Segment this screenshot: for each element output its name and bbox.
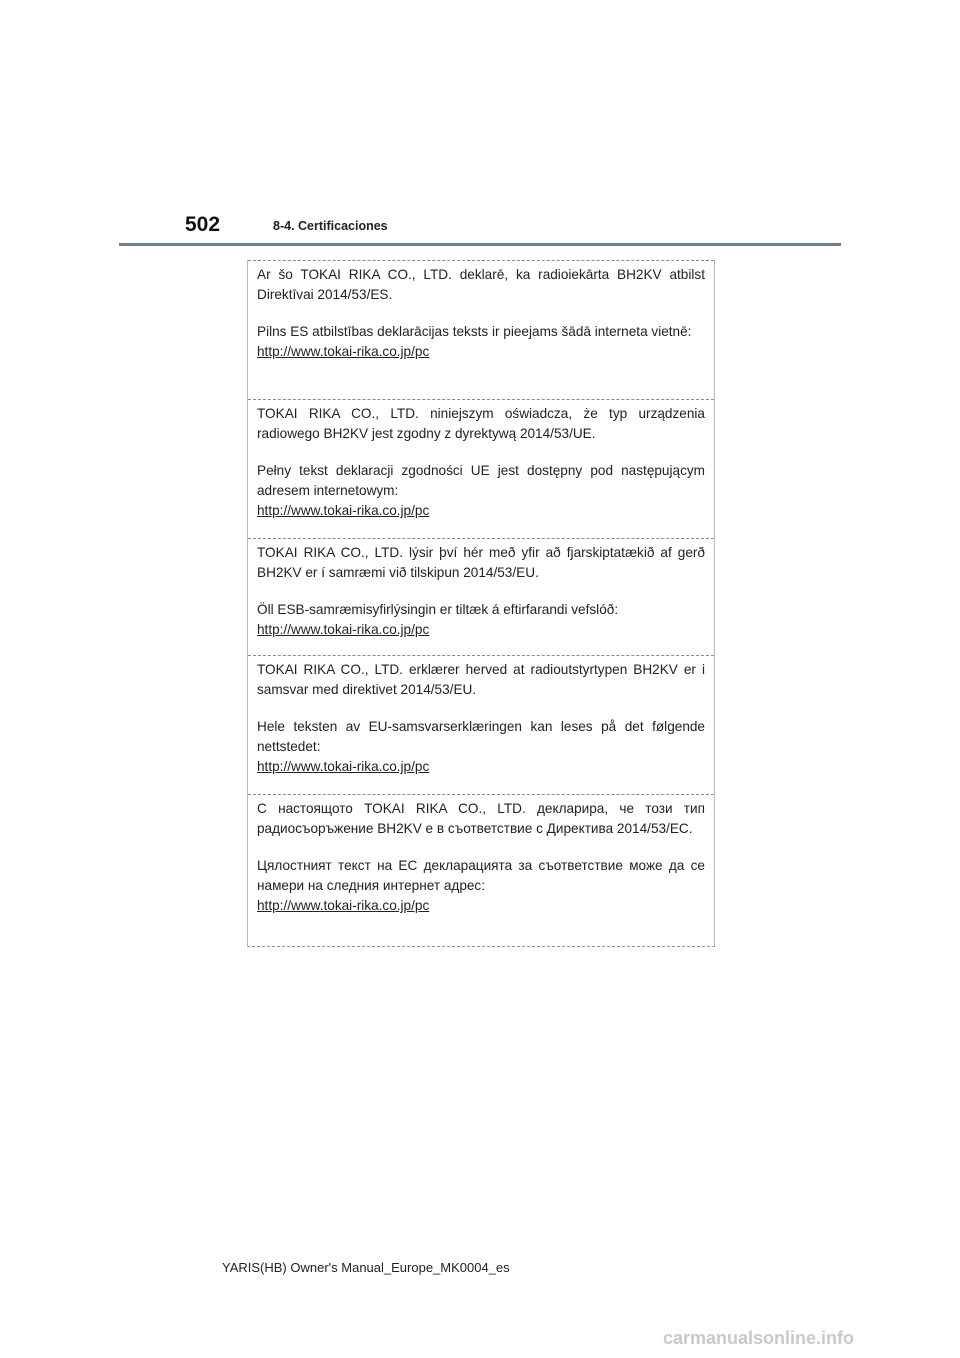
cert-section-polish (248, 399, 714, 538)
declaration-url-link[interactable]: http://www.tokai-rika.co.jp/pc (257, 344, 430, 359)
page-number: 502 (185, 213, 221, 236)
cert-section-icelandic (248, 538, 714, 655)
declaration-text: TOKAI RIKA CO., LTD. lýsir því hér með yfir að fjarskiptatækið af gerð BH2KV er í samræmi við tilskipun 2014/53/EU. (257, 545, 705, 580)
declaration-text: С настоящото TOKAI RIKA CO., LTD. декларира, че този тип радиосъоръжение BH2KV е в съответствие с Директива 2014/53/ЕС. (257, 801, 705, 836)
section-title: 8-4. Certificaciones (273, 219, 388, 233)
page-header (0, 0, 960, 250)
cert-section-norwegian (248, 655, 714, 794)
declaration-text: Ar šo TOKAI RIKA CO., LTD. deklarē, ka radioiekārta BH2KV atbilst Direktīvai 2014/53/ES. (257, 267, 705, 302)
manual-footer: YARIS(HB) Owner's Manual_Europe_MK0004_es (222, 1260, 510, 1275)
declaration-url-link[interactable]: http://www.tokai-rika.co.jp/pc (257, 622, 430, 637)
cert-section-latvian (248, 260, 714, 399)
availability-text: Цялостният текст на ЕС декларацията за съответствие може да се намери на следния интернет адрес: (257, 858, 705, 893)
certification-box (247, 260, 715, 947)
availability-text: Öll ESB-samræmisyfirlýsingin er tiltæk á eftirfarandi vefslóð: (257, 602, 619, 617)
declaration-url-link[interactable]: http://www.tokai-rika.co.jp/pc (257, 898, 430, 913)
declaration-text: TOKAI RIKA CO., LTD. erklærer herved at radioutstyrtypen BH2KV er i samsvar med direktivet 2014/53/EU. (257, 662, 705, 697)
declaration-url-link[interactable]: http://www.tokai-rika.co.jp/pc (257, 759, 430, 774)
site-watermark: carmanualsonline.info (663, 1328, 855, 1348)
header-divider (119, 243, 841, 246)
availability-text: Pełny tekst deklaracji zgodności UE jest dostępny pod następującym adresem internetowym: (257, 463, 705, 498)
cert-section-bulgarian (248, 794, 714, 946)
availability-text: Pilns ES atbilstības deklarācijas teksts ir pieejams šādā interneta vietnē: (257, 324, 692, 339)
declaration-url-link[interactable]: http://www.tokai-rika.co.jp/pc (257, 503, 430, 518)
availability-text: Hele teksten av EU-samsvarserklæringen kan leses på det følgende nettstedet: (257, 719, 705, 754)
declaration-text: TOKAI RIKA CO., LTD. niniejszym oświadcza, że typ urządzenia radiowego BH2KV jest zgodny z dyrektywą 2014/53/UE. (257, 406, 705, 441)
